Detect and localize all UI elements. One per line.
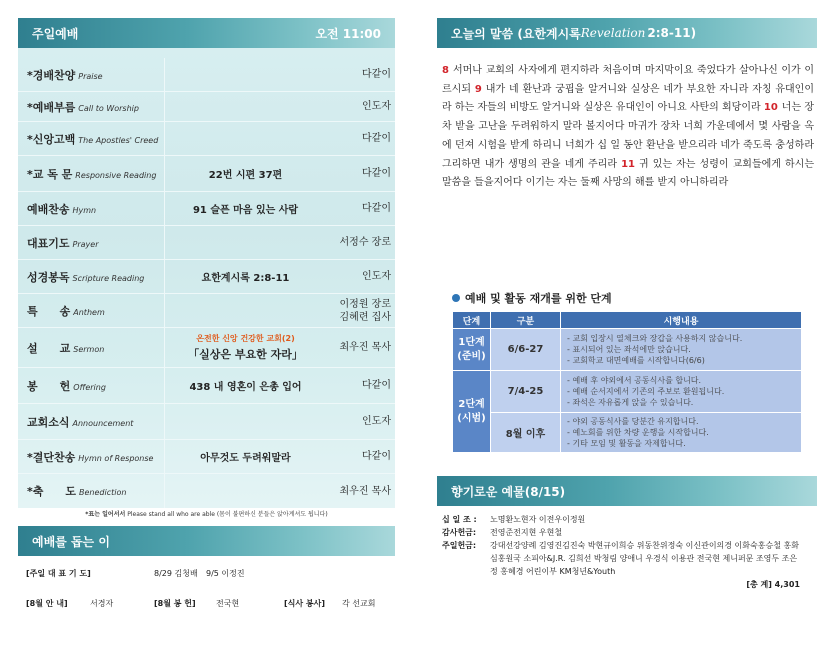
order-item-en: Scripture Reading <box>72 273 145 283</box>
verse-number: 9 <box>474 83 482 95</box>
scripture-banner <box>437 18 817 48</box>
verse-text: 너는 장차 받을 고난을 두려워하지 말라 볼지어다 마귀가 장차 너희 가운데에서 몇 사람을 옥에 던져 시험을 받게 하리니 너희가 십 일 동안 환난을 받으리라 네가 죽도록 충성하라 그리하면 내가 생명의 관을 네게 주리라 <box>442 102 814 170</box>
order-row <box>18 92 395 122</box>
guide-value: 서경자 <box>90 599 114 608</box>
offering-label: 십 일 조 : <box>442 515 477 524</box>
list-item: - 교회 입장시 열체크와 장갑을 사용하지 않습니다. <box>567 334 743 343</box>
order-item-content <box>164 92 326 121</box>
verse-number: 8 <box>442 65 449 76</box>
order-item-content <box>164 404 326 439</box>
meal-label: [식사 봉사] <box>284 599 326 608</box>
order-item-name: 교회소식 <box>27 415 70 429</box>
worship-order-table <box>18 48 395 508</box>
order-row <box>18 122 395 156</box>
offering-row <box>442 539 800 578</box>
order-item-leader: 다같이 <box>362 168 391 179</box>
order-item-leader: 다같이 <box>362 203 391 214</box>
stage2a-period: 7/4-25 <box>491 371 561 413</box>
sermon-title: 「실상은 부요한 자라」 <box>188 348 303 361</box>
order-item-en: Hymn of Response <box>78 453 154 463</box>
order-row <box>18 192 395 226</box>
offering-title: 향기로운 예물(8/15) <box>451 484 566 499</box>
stage1-items <box>561 329 802 371</box>
order-item-content <box>164 226 326 259</box>
sermon-series: 온전한 신앙 건강한 교회(2) <box>196 334 295 343</box>
order-item-en: Hymn <box>72 205 97 215</box>
scripture-text <box>442 62 814 193</box>
offering-banner <box>437 476 817 506</box>
order-row <box>18 156 395 192</box>
verse-number: 10 <box>763 102 778 114</box>
steps-heading <box>452 290 612 306</box>
bullet-icon <box>452 294 460 302</box>
helpers-banner <box>18 526 395 556</box>
order-row <box>18 294 395 328</box>
stage2-label: 2단계 (시범) <box>453 371 491 453</box>
stage1-period: 6/6-27 <box>491 329 561 371</box>
order-item-en: Call to Worship <box>78 103 139 113</box>
table-row <box>453 329 802 371</box>
prayer-row <box>26 568 245 579</box>
standing-note-bold: *표는 일어서서 <box>85 511 126 518</box>
table-header-row <box>453 312 802 329</box>
order-item-leader: 다같이 <box>362 133 391 144</box>
order-item-content: 아무것도 두려워말라 <box>164 440 326 473</box>
order-item-en: Sermon <box>73 344 105 354</box>
order-item-leader: 최우진 목사 <box>339 485 391 497</box>
order-item-content: 438 내 영혼이 은총 입어 <box>164 368 326 403</box>
list-item: - 표시되어 있는 좌석에만 앉습니다. <box>567 345 691 354</box>
offering-value: 강대선강양례 김영진김진숙 박현규이희승 위동찬위정숙 이신관이의경 이화숙홍승철 홍화심홍원국 소피아&J.R. 김희선 박청림 양애니 우경식 이용관 전국현 제니퍼문 조영두 조은정 홍혜경 어린이부 KM청년&Youth <box>490 541 799 576</box>
prayer-2: 9/5 이정진 <box>206 569 245 578</box>
verse-text: 내가 네 환난과 궁핍을 알거니와 실상은 네가 부요한 자니라 자칭 유대인이라 하는 자들의 비방도 알거니와 실상은 유대인이 아니요 사탄의 회당이라 <box>442 83 814 114</box>
worship-banner <box>18 18 395 48</box>
order-item-en: Anthem <box>73 307 105 317</box>
order-item-leader: 다같이 <box>362 451 391 462</box>
list-item: - 예노회를 위한 차량 운행을 시작합니다. <box>567 428 709 437</box>
order-item-content <box>164 474 326 508</box>
order-item-name: *결단찬송 <box>27 450 76 464</box>
table-row <box>453 413 802 453</box>
verse-number: 11 <box>621 158 635 170</box>
order-item-en: The Apostles' Creed <box>78 135 159 145</box>
offering-list <box>442 513 800 591</box>
helpers-title: 예배를 돕는 이 <box>32 534 110 549</box>
list-item: - 교회학교 대면예배를 시작합니다(6/6) <box>567 356 705 365</box>
prayer-1: 8/29 김청배 <box>154 569 198 578</box>
offering-row <box>442 513 800 526</box>
order-item-en: Prayer <box>72 239 99 249</box>
order-row <box>18 474 395 508</box>
list-item: - 야외 공동식사를 당분간 유지합니다. <box>567 417 699 426</box>
list-item: - 예배 후 야외에서 공동식사를 합니다. <box>567 376 702 385</box>
order-item-en: Responsive Reading <box>75 170 157 180</box>
order-item-leader: 다같이 <box>362 69 391 80</box>
order-item-name: 봉 헌 <box>27 379 71 393</box>
guide-label: [8월 안 내] <box>26 599 68 608</box>
header-content: 시행내용 <box>561 312 802 329</box>
standing-note-text: Please stand all who are able (몸이 불편하신 분들은 앉아계셔도 됩니다) <box>125 511 328 518</box>
offering-label: 주일헌금: <box>442 541 477 550</box>
order-row <box>18 440 395 474</box>
order-item-en: Offering <box>73 382 106 392</box>
stage2b-items <box>561 413 802 453</box>
order-item-name: 대표기도 <box>27 236 70 250</box>
worship-time: 오전 11:00 <box>315 26 381 41</box>
order-item-en: Announcement <box>72 418 134 428</box>
order-item-name: 특 송 <box>27 304 71 318</box>
verse-text: 귀 있는 자는 성령이 교회들에게 하시는 말씀을 들을지어다 이기는 자는 둘째 사망의 해를 받지 아니하리라 <box>442 158 814 189</box>
order-item-name: *교 독 문 <box>27 167 73 181</box>
order-item-leader: 최우진 목사 <box>339 342 391 353</box>
header-period: 구분 <box>491 312 561 329</box>
order-item-name: 설 교 <box>27 341 71 355</box>
order-item-name: *신앙고백 <box>27 132 76 146</box>
order-item-content <box>164 294 326 327</box>
order-item-name: *경배찬양 <box>27 68 76 82</box>
order-item-leader: 다같이 <box>362 380 391 391</box>
order-item-content: 요한계시록 2:8-11 <box>164 260 326 293</box>
order-item-leader: 인도자 <box>362 416 391 427</box>
scripture-ref: 2:8-11) <box>647 26 697 40</box>
standing-note <box>18 509 395 518</box>
table-row <box>453 371 802 413</box>
scripture-title: 오늘의 말씀 (요한계시록 <box>451 26 581 41</box>
order-item-name: *예배부름 <box>27 100 76 114</box>
scripture-title-en: Revelation <box>580 26 646 40</box>
list-item: - 좌석은 자유롭게 앉을 수 있습니다. <box>567 398 694 407</box>
order-item-en: Praise <box>78 71 103 81</box>
order-item-content: 91 슬픈 마음 있는 사람 <box>164 192 326 225</box>
order-item-leader: 인도자 <box>362 101 391 112</box>
order-row <box>18 328 395 368</box>
header-stage: 단계 <box>453 312 491 329</box>
order-item-name: 성경봉독 <box>27 270 70 284</box>
stage2a-items <box>561 371 802 413</box>
offering-label: 감사헌금: <box>442 528 477 537</box>
stage1-label: 1단계 (준비) <box>453 329 491 371</box>
list-item: - 기타 모임 및 활동을 자제합니다. <box>567 439 686 448</box>
stage2b-period: 8월 이후 <box>491 413 561 453</box>
order-row <box>18 226 395 260</box>
order-item-en: Benediction <box>79 488 127 497</box>
list-item: - 예배 순서지에서 기존의 주보로 환원됩니다. <box>567 387 725 396</box>
serve-value: 전국현 <box>216 599 240 608</box>
order-item-content <box>164 58 326 91</box>
steps-title: 예배 및 활동 재개를 위한 단계 <box>465 292 612 305</box>
order-item-leader: 서정수 장로 <box>339 237 391 248</box>
order-row <box>18 260 395 294</box>
worship-title: 주일예배 <box>32 26 79 41</box>
steps-table <box>452 311 802 453</box>
order-row <box>18 404 395 440</box>
offering-total: [총 계] 4,301 <box>746 580 800 589</box>
order-item-content: 22번 시편 37편 <box>164 156 326 191</box>
offering-row <box>442 526 800 539</box>
serve-label: [8월 봉 헌] <box>154 599 196 608</box>
meal-value: 각 선교회 <box>342 599 376 608</box>
helpers-row <box>26 598 375 609</box>
order-item-leader: 인도자 <box>362 271 391 282</box>
prayer-label: [주일 대 표 기 도] <box>26 569 91 578</box>
verse-text: 서머나 교회의 사자에게 편지하라 처음이며 마지막이요 죽었다가 살아나신 이가 이르시되 <box>442 65 814 95</box>
order-item-leader: 이정원 장로 김혜련 집사 <box>339 298 391 323</box>
order-item-content <box>164 122 326 155</box>
order-item-name: *축 도 <box>27 485 77 498</box>
offering-value: 노명환노현자 이전우이정원 <box>490 515 586 524</box>
order-row <box>18 368 395 404</box>
offering-value: 전영준전지현 우현철 <box>490 528 563 537</box>
order-item-name: 예배찬송 <box>27 202 70 216</box>
order-row <box>18 58 395 92</box>
